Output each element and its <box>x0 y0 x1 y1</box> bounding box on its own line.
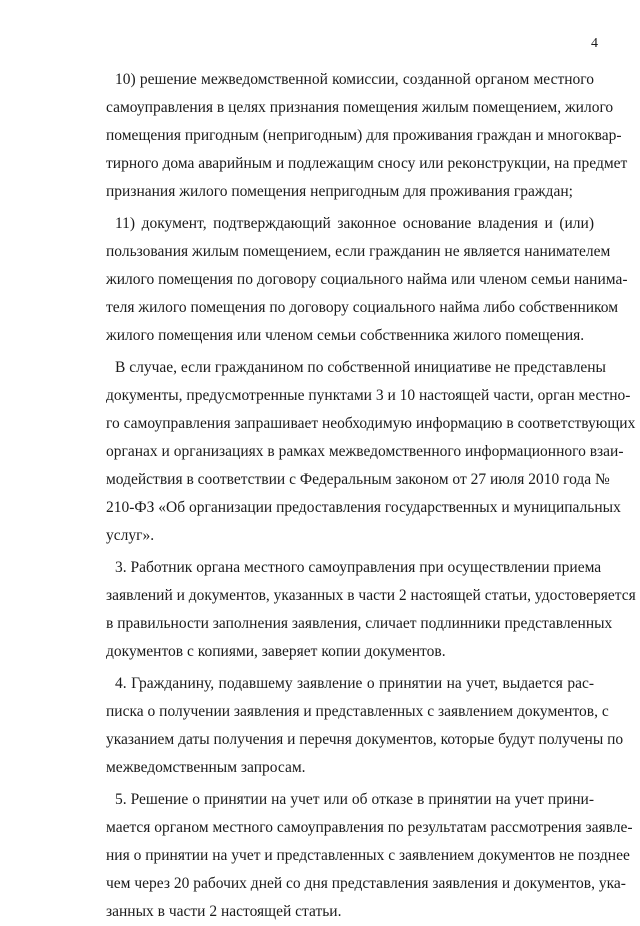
text-line: помещения пригодным (непригодным) для проживания граждан и многоквар- <box>106 127 622 144</box>
text-line: мается органом местного самоуправления по результатам рассмотрения заявле- <box>106 819 633 836</box>
text-line: чем через 20 рабочих дней со дня представления заявления и документов, ука- <box>106 875 626 892</box>
text-line: указанием даты получения и перечня документов, которые будут получены по <box>106 731 624 748</box>
text-line: тирного дома аварийным и подлежащим сносу или реконструкции, на предмет <box>106 155 628 172</box>
text-line: 5. Решение о принятии на учет или об отказе в принятии на учет прини- <box>115 791 594 808</box>
document-body <box>106 66 636 926</box>
text-line: 210-ФЗ «Об организации предоставления государственных и муниципальных <box>106 499 621 516</box>
paragraph-item-11 <box>106 210 628 350</box>
text-line: теля жилого помещения по договору социального найма либо собственником <box>106 299 619 316</box>
text-line: документов с копиями, заверяет копии документов. <box>106 643 446 660</box>
text-line: го самоуправления запрашивает необходимую информацию в соответствующих <box>106 415 636 432</box>
text-line: жилого помещения или членом семьи собственника жилого помещения. <box>106 327 585 344</box>
text-line: заявлений и документов, указанных в части 2 настоящей статьи, удостоверяется <box>106 587 636 604</box>
text-line: межведомственным запросам. <box>106 759 306 776</box>
text-line: жилого помещения по договору социального найма или членом семьи нанима- <box>106 271 628 288</box>
text-line: пользования жилым помещением, если гражданин не является нанимателем <box>106 243 611 260</box>
text-line: признания жилого помещения непригодным для проживания граждан; <box>106 183 573 200</box>
text-line: модействия в соответствии с Федеральным законом от 27 июля 2010 года № <box>106 471 610 488</box>
text-line: занных в части 2 настоящей статьи. <box>106 903 342 920</box>
text-line: 4. Гражданину, подавшему заявление о принятии на учет, выдается рас- <box>115 675 594 692</box>
paragraph-item-10 <box>106 66 628 206</box>
text-line: документы, предусмотренные пунктами 3 и 10 настоящей части, орган местно- <box>106 387 631 404</box>
paragraph-part-5 <box>106 786 633 926</box>
text-line: 10) решение межведомственной комиссии, созданной органом местного <box>115 71 594 88</box>
text-line: писка о получении заявления и представленных с заявлением документов, с <box>106 703 609 720</box>
text-line: в правильности заполнения заявления, сличает подлинники представленных <box>106 615 613 632</box>
text-line: 3. Работник органа местного самоуправления при осуществлении приема <box>115 559 602 576</box>
text-line: В случае, если гражданином по собственной инициативе не представлены <box>115 359 606 376</box>
text-line: 11) документ, подтверждающий законное основание владения и (или) <box>115 215 594 232</box>
text-line: услуг». <box>106 527 155 544</box>
text-line: ния о принятии на учет и представленных с заявлением документов не позднее <box>106 847 630 864</box>
paragraph-part-4 <box>106 670 624 782</box>
page-number: 4 <box>591 36 598 51</box>
text-line: самоуправления в целях признания помещения жилым помещением, жилого <box>106 99 614 116</box>
text-line: органах и организациях в рамках межведомственного информационного взаи- <box>106 443 624 460</box>
paragraph-initiative <box>106 354 636 550</box>
paragraph-part-3 <box>106 554 636 666</box>
